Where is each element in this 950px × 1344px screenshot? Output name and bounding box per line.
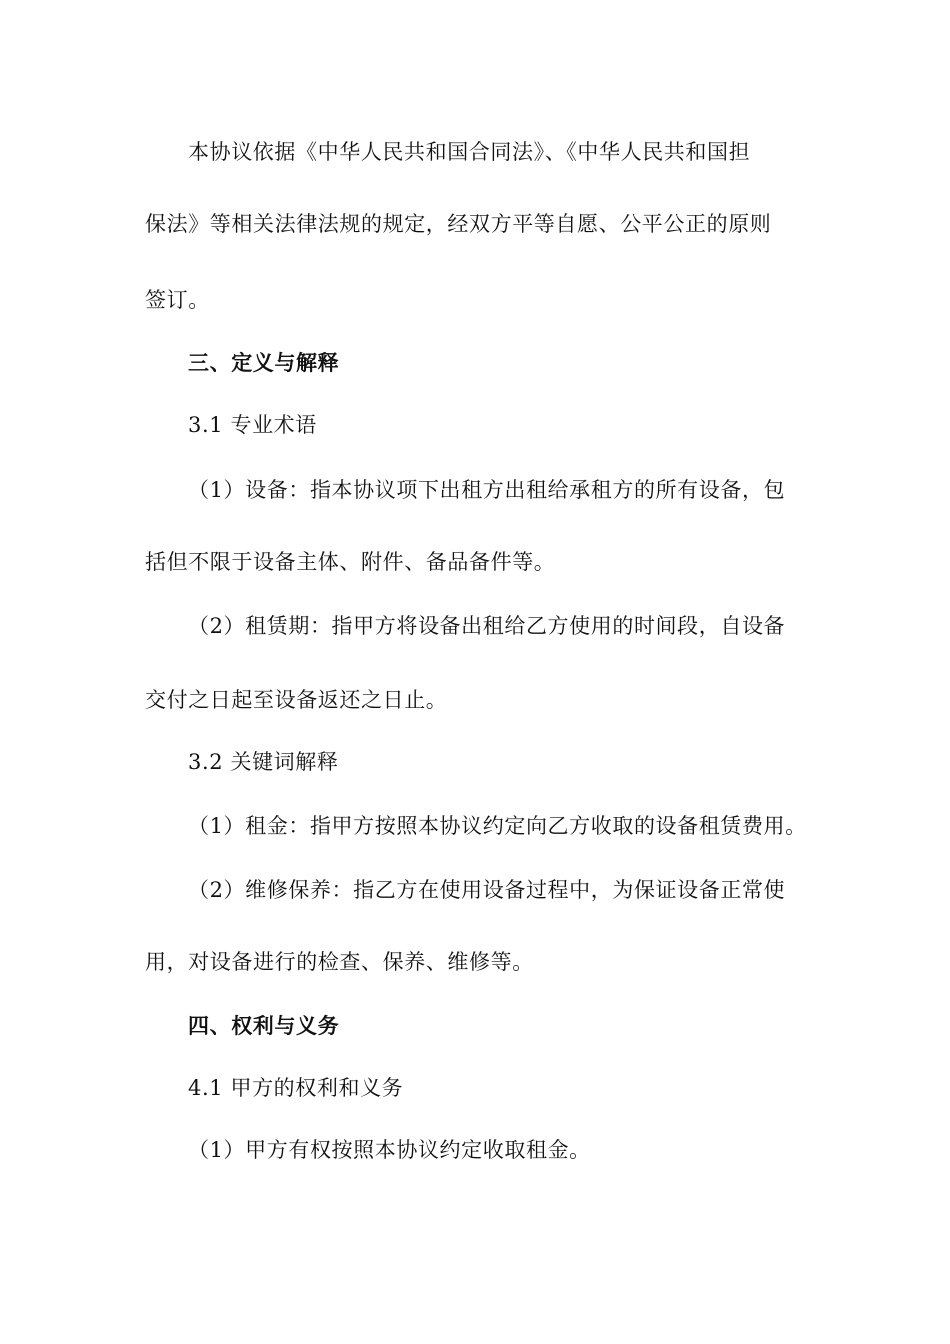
paragraph-line: （2）租赁期：指甲方将设备出租给乙方使用的时间段，自设备 — [188, 614, 786, 638]
paragraph-line: （1）租金：指甲方按照本协议约定向乙方收取的设备租赁费用。 — [188, 814, 807, 838]
subsection-heading: 4.1 甲方的权利和义务 — [188, 1076, 404, 1100]
paragraph-line: （1）甲方有权按照本协议约定收取租金。 — [188, 1138, 591, 1162]
section-heading: 四、权利与义务 — [188, 1013, 340, 1038]
paragraph-line: 用，对设备进行的检查、保养、维修等。 — [145, 950, 534, 974]
paragraph-line: （1）设备：指本协议项下出租方出租给承租方的所有设备，包 — [188, 478, 786, 502]
paragraph-line: 括但不限于设备主体、附件、备品备件等。 — [145, 550, 556, 574]
paragraph-line: 交付之日起至设备返还之日止。 — [145, 688, 448, 712]
subsection-heading: 3.2 关键词解释 — [188, 750, 339, 774]
paragraph-line: （2）维修保养：指乙方在使用设备过程中，为保证设备正常使 — [188, 878, 786, 902]
paragraph-line: 本协议依据《中华人民共和国合同法》、《中华人民共和国担 — [188, 140, 751, 164]
subsection-heading: 3.1 专业术语 — [188, 413, 317, 437]
paragraph-line: 保法》等相关法律法规的规定，经双方平等自愿、公平公正的原则 — [145, 212, 772, 236]
paragraph-line: 签订。 — [145, 288, 210, 312]
section-heading: 三、定义与解释 — [188, 350, 340, 375]
